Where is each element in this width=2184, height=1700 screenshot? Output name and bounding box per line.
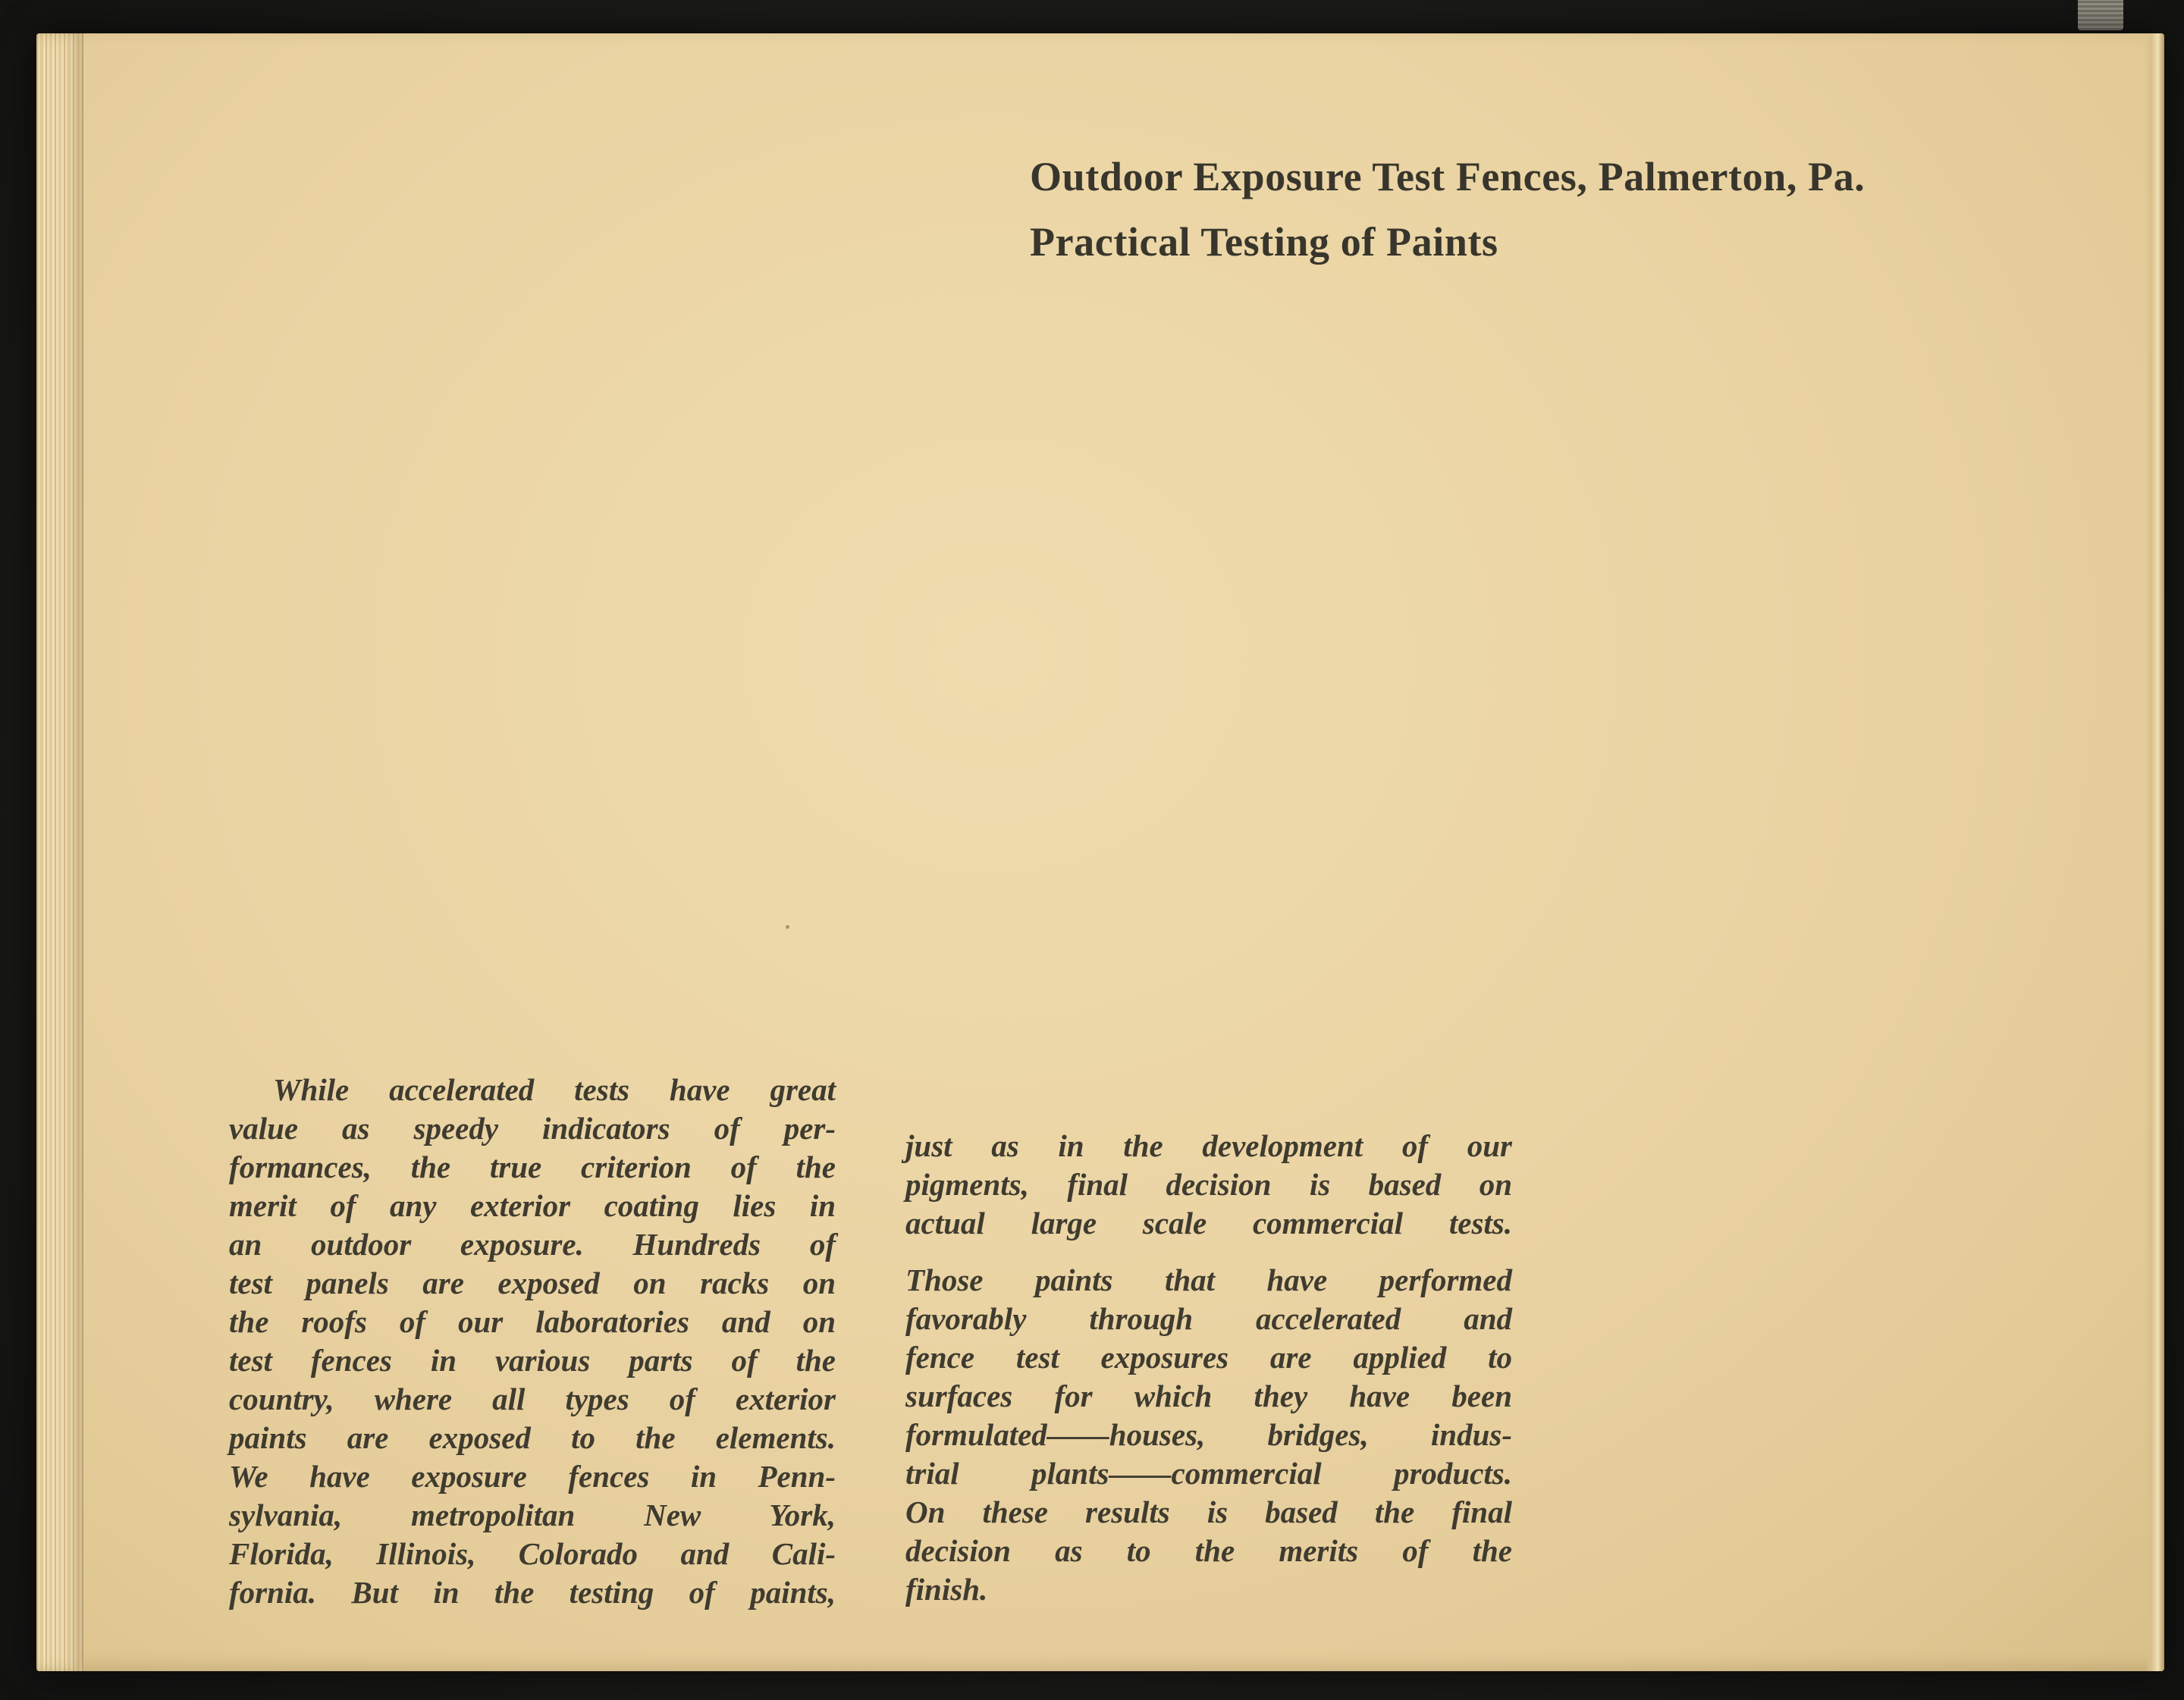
right-column	[905, 1127, 1512, 1609]
text-line: value as speedy indicators of per-	[229, 1111, 836, 1146]
text-line: surfaces for which they have been	[905, 1379, 1512, 1413]
text-line: formances, the true criterion of the	[229, 1150, 836, 1184]
text-line: paints are exposed to the elements.	[229, 1420, 836, 1455]
text-line: country, where all types of exterior	[229, 1382, 836, 1416]
text-line: favorably through accelerated and	[905, 1301, 1512, 1336]
text-line: Florida, Illinois, Colorado and Cali-	[229, 1536, 836, 1571]
text-line: test fences in various parts of the	[229, 1343, 836, 1378]
text-line: an outdoor exposure. Hundreds of	[229, 1227, 836, 1262]
binding-cloth	[2078, 0, 2123, 30]
book-page	[36, 33, 2164, 1671]
text-line: finish.	[905, 1572, 988, 1607]
right-paragraph-1	[905, 1127, 1512, 1243]
text-line: the roofs of our laboratories and on	[229, 1304, 836, 1339]
text-line: pigments, final decision is based on	[905, 1167, 1512, 1202]
page-edge-stack	[36, 33, 83, 1671]
paper-speck	[786, 925, 789, 929]
text-line: While accelerated tests have great	[273, 1072, 836, 1107]
text-line: just as in the development of our	[905, 1128, 1512, 1163]
right-paragraph-2	[905, 1261, 1512, 1609]
heading-line-2: Practical Testing of Paints	[1030, 219, 1498, 265]
next-page-edge	[2145, 33, 2164, 1671]
text-line: fornia. But in the testing of paints,	[229, 1575, 836, 1610]
heading-line-1: Outdoor Exposure Test Fences, Palmerton, Pa.	[1030, 154, 1866, 199]
text-line: merit of any exterior coating lies in	[229, 1188, 836, 1223]
text-line: We have exposure fences in Penn-	[229, 1459, 836, 1494]
text-line: decision as to the merits of the	[905, 1533, 1512, 1568]
text-line: test panels are exposed on racks on	[229, 1266, 836, 1300]
left-column	[229, 1071, 836, 1612]
text-line: fence test exposures are applied to	[905, 1340, 1512, 1375]
page-heading	[1030, 144, 1865, 274]
text-line: actual large scale commercial tests.	[905, 1206, 1512, 1240]
text-line: formulated——houses, bridges, indus-	[905, 1417, 1512, 1452]
text-line: sylvania, metropolitan New York,	[229, 1498, 836, 1532]
text-line: On these results is based the final	[905, 1495, 1512, 1529]
text-line: trial plants——commercial products.	[905, 1456, 1512, 1491]
text-line: Those paints that have performed	[905, 1262, 1512, 1297]
